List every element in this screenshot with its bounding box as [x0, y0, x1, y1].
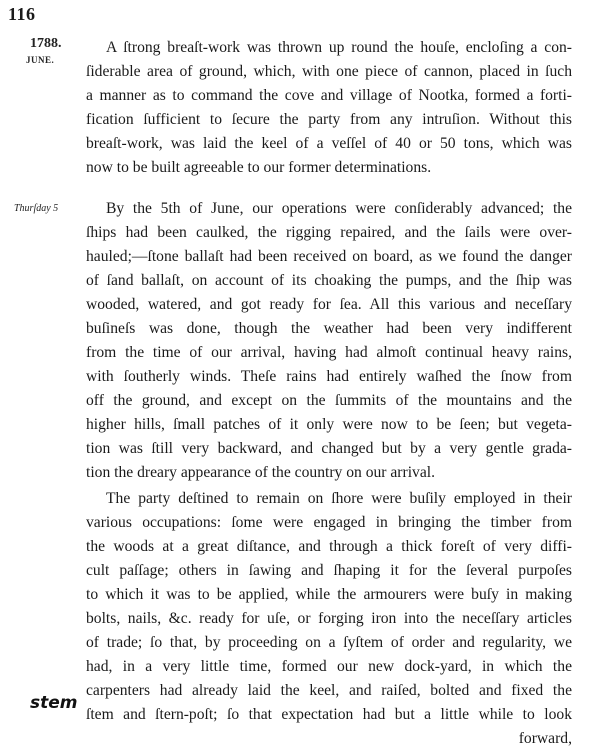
text-line: of ſand ballaſt, on account of its choaking the pumps, and the ſhip was	[86, 272, 572, 289]
text-line: tion the dreary appearance of the country on our arrival.	[86, 464, 435, 481]
catchword: forward,	[518, 730, 572, 747]
text-line: off the ground, and except on the ſummits of the mountains and the	[86, 392, 572, 409]
text-line: of trade; ſo that, by proceeding on a ſyſtem of order and regularity, we	[86, 634, 572, 651]
page-number: 116	[8, 4, 36, 24]
paragraph-3	[86, 487, 572, 751]
text-line: a manner as to command the cove and village of Nootka, formed a forti-	[86, 87, 572, 104]
margin-year: 1788.	[30, 36, 62, 51]
text-line: ſiderable area of ground, which, with one piece of cannon, placed in ſuch	[86, 63, 572, 80]
handwritten-annotation: stem	[30, 693, 78, 713]
text-line: The party deſtined to remain on ſhore were buſily employed in their	[106, 490, 572, 507]
text-line: with ſoutherly winds. Theſe rains had entirely waſhed the ſnow from	[86, 368, 572, 385]
text-line: tion was ſtill very backward, and changed but by a very gentle grada-	[86, 440, 572, 457]
text-line: breaſt-work, was laid the keel of a veſſel of 40 or 50 tons, which was	[86, 135, 572, 152]
text-line: cult paſſage; others in ſawing and ſhaping it for the ſeveral purpoſes	[86, 562, 572, 579]
margin-day: Thurſday 5	[14, 203, 59, 214]
text-line: had, in a very little time, formed our new dock-yard, in which the	[86, 658, 572, 675]
text-line: buſineſs was done, though the weather had been very indifferent	[86, 320, 572, 337]
text-line: A ſtrong breaſt-work was thrown up round the houſe, encloſing a con-	[106, 39, 572, 56]
margin-month: JUNE.	[26, 55, 55, 65]
text-line: ſhips had been caulked, the rigging repaired, and the ſails were over-	[86, 224, 572, 241]
text-line: to which it was to be applied, while the armourers were buſy in making	[86, 586, 572, 603]
text-line: ſtem and ſtern-poſt; ſo that expectation had but a little while to look	[86, 706, 572, 723]
text-line: various occupations: ſome were engaged in bringing the timber from	[86, 514, 572, 531]
paragraph-1	[86, 36, 572, 180]
text-line: from the time of our arrival, having had almoſt continual heavy rains,	[86, 344, 572, 361]
paragraph-2	[86, 197, 572, 485]
text-line: hauled;—ſtone ballaſt had been received on board, as we found the danger	[86, 248, 572, 265]
text-line: bolts, nails, &c. ready for uſe, or forging iron into the neceſſary articles	[86, 610, 572, 627]
text-line: fication ſufficient to ſecure the party from any intruſion. Without this	[86, 111, 572, 128]
text-line: By the 5th of June, our operations were conſiderably advanced; the	[106, 200, 572, 217]
text-line: carpenters had already laid the keel, and raiſed, bolted and fixed the	[86, 682, 572, 699]
text-line: now to be built agreeable to our former determinations.	[86, 159, 432, 176]
text-line: the woods at a great diſtance, and through a thick foreſt of very diffi-	[86, 538, 572, 555]
text-line: higher hills, ſmall patches of it only were now to be ſeen; but vegeta-	[86, 416, 572, 433]
text-line: wooded, watered, and got ready for ſea. All this various and neceſſary	[86, 296, 572, 313]
